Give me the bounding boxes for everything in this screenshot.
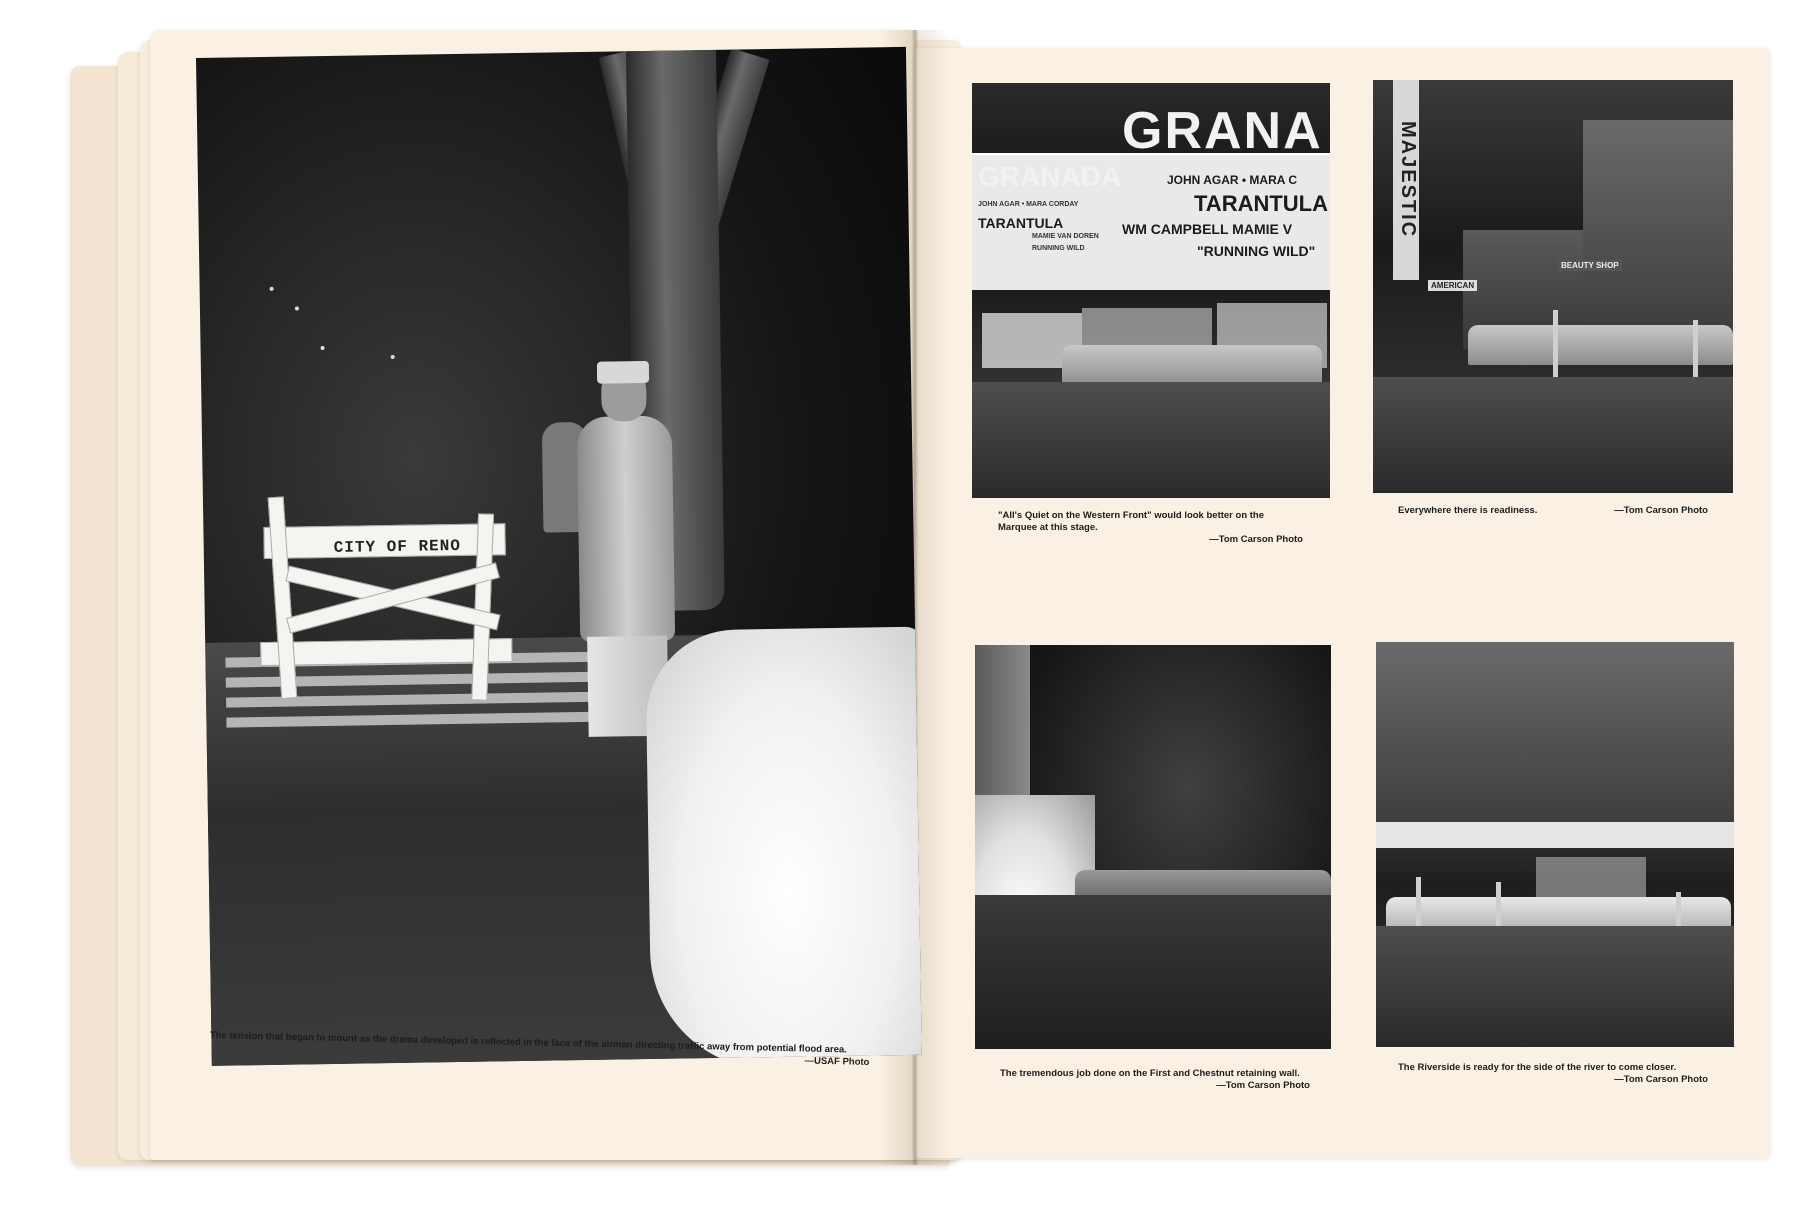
chestnut-caption bbox=[1000, 1068, 1310, 1092]
marquee-side-line-4: RUNNING WILD bbox=[1032, 245, 1085, 252]
marquee-big-letters: GRANA bbox=[1122, 102, 1323, 160]
vehicle-fender-and-tire bbox=[645, 627, 922, 1066]
building-facade bbox=[1583, 120, 1733, 350]
majestic-vertical-sign: MAJESTIC bbox=[1393, 80, 1419, 280]
distant-light bbox=[295, 306, 299, 310]
majestic-caption-text: Everywhere there is readiness. bbox=[1398, 505, 1538, 516]
riverside-hotel-photo bbox=[1376, 642, 1734, 1047]
chestnut-retaining-wall-photo bbox=[975, 645, 1331, 1049]
granada-caption-credit: —Tom Carson Photo bbox=[1209, 534, 1303, 545]
marquee-side-line-3: MAMIE VAN DOREN bbox=[1032, 233, 1099, 240]
hotel-facade bbox=[1376, 642, 1734, 822]
majestic-street-photo bbox=[1373, 80, 1733, 493]
airman-traffic-photo bbox=[196, 47, 922, 1066]
majestic-caption bbox=[1398, 505, 1708, 517]
riverside-caption-credit: —Tom Carson Photo bbox=[1614, 1074, 1708, 1085]
granada-caption-text: "All's Quiet on the Western Front" would look better on the Marquee at this stage. bbox=[998, 510, 1265, 533]
granada-caption bbox=[998, 510, 1303, 546]
main-caption-credit: —USAF Photo bbox=[804, 1055, 870, 1068]
marquee-theater-name: GRANADA bbox=[978, 161, 1122, 192]
hotel-canopy bbox=[1376, 822, 1734, 848]
riverside-caption-text: The Riverside is ready for the side of the river to come closer. bbox=[1398, 1062, 1677, 1073]
majestic-caption-credit: —Tom Carson Photo bbox=[1614, 505, 1708, 516]
marquee-side-line-1: JOHN AGAR • MARA CORDAY bbox=[978, 201, 1079, 208]
chestnut-caption-text: The tremendous job done on the First and Chestnut retaining wall. bbox=[1000, 1068, 1300, 1079]
parking-meter bbox=[1553, 310, 1558, 380]
wet-street-reflection bbox=[972, 382, 1330, 498]
main-caption-text: The tension that began to mount as the drama developed is reflected in the face of the airman directing traffic away from potential flood area. bbox=[209, 1030, 847, 1056]
marquee-line-2: TARANTULA bbox=[1194, 191, 1329, 216]
marquee-line-4: "RUNNING WILD" bbox=[1197, 243, 1316, 259]
beauty-shop-sign: BEAUTY SHOP bbox=[1558, 260, 1622, 271]
building-edge bbox=[975, 645, 1030, 805]
wet-street-reflection bbox=[1373, 377, 1733, 493]
wet-street-reflection bbox=[1376, 926, 1734, 1048]
barricade-sign-text: CITY OF RENO bbox=[333, 536, 462, 557]
riverside-caption bbox=[1398, 1062, 1708, 1086]
marquee-line-1: JOHN AGAR • MARA C bbox=[1167, 173, 1297, 187]
distant-light bbox=[391, 355, 395, 359]
airman-coat bbox=[577, 416, 676, 642]
marquee-side-line-2: TARANTULA bbox=[978, 215, 1064, 231]
wet-street bbox=[975, 895, 1331, 1049]
granada-theater-photo bbox=[972, 83, 1330, 498]
sandbag-wall bbox=[1062, 345, 1322, 387]
airman-cap bbox=[597, 361, 649, 384]
distant-light bbox=[270, 287, 274, 291]
marquee-line-3: WM CAMPBELL MAMIE V bbox=[1122, 221, 1293, 237]
american-sign: AMERICAN bbox=[1428, 280, 1477, 291]
distant-light bbox=[321, 346, 325, 350]
chestnut-caption-credit: —Tom Carson Photo bbox=[1216, 1080, 1310, 1091]
